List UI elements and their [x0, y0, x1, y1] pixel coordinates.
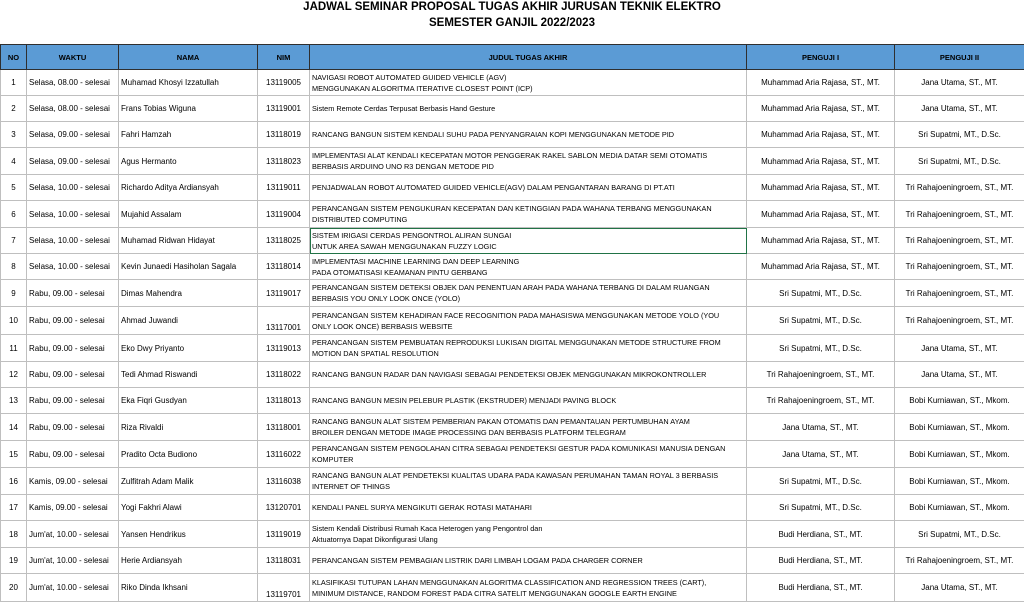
cell-penguji-2[interactable]: Bobi Kurniawan, ST., Mkom.: [895, 388, 1024, 414]
cell-nim[interactable]: 13118001: [258, 414, 310, 441]
cell-judul[interactable]: [310, 70, 747, 96]
cell-nim[interactable]: 13119013: [258, 335, 310, 362]
judul-line-2: KOMPUTER: [312, 454, 744, 465]
cell-no[interactable]: 2: [1, 96, 27, 122]
cell-no[interactable]: 18: [1, 521, 27, 548]
cell-nim[interactable]: 13116038: [258, 468, 310, 495]
cell-nim[interactable]: 13118031: [258, 548, 310, 574]
cell-penguji-2[interactable]: Tri Rahajoeningroem, ST., MT.: [895, 307, 1024, 335]
cell-nama[interactable]: Riko Dinda Ikhsani: [119, 574, 258, 602]
cell-penguji-1[interactable]: Sri Supatmi, MT., D.Sc.: [747, 307, 895, 335]
cell-nama[interactable]: Pradito Octa Budiono: [119, 441, 258, 468]
table-row: [1, 148, 1024, 175]
cell-judul[interactable]: [310, 468, 747, 495]
judul-line-2: UNTUK AREA SAWAH MENGGUNAKAN FUZZY LOGIC: [312, 241, 744, 252]
judul-line-1: RANCANG BANGUN SISTEM KENDALI SUHU PADA PENYANGRAIAN KOPI MENGGUNAKAN METODE PID: [312, 129, 744, 140]
judul-line-1: RANCANG BANGUN RADAR DAN NAVIGASI SEBAGAI PENDETEKSI OBJEK MENGGUNAKAN MIKROKONTROLLER: [312, 369, 744, 380]
cell-penguji-2[interactable]: Bobi Kurniawan, ST., Mkom.: [895, 495, 1024, 521]
judul-line-1: Sistem Remote Cerdas Terpusat Berbasis Hand Gesture: [312, 103, 744, 114]
judul-line-1: PENJADWALAN ROBOT AUTOMATED GUIDED VEHICLE(AGV) DALAM PENGANTARAN BARANG DI PT.ATI: [312, 182, 744, 193]
cell-nama[interactable]: Zulfitrah Adam Malik: [119, 468, 258, 495]
cell-penguji-1[interactable]: Jana Utama, ST., MT.: [747, 441, 895, 468]
table-row: [1, 441, 1024, 468]
cell-waktu[interactable]: Rabu, 09.00 - selesai: [27, 362, 119, 388]
cell-no[interactable]: 7: [1, 228, 27, 254]
cell-nama[interactable]: Frans Tobias Wiguna: [119, 96, 258, 122]
cell-nama[interactable]: Dimas Mahendra: [119, 280, 258, 307]
cell-waktu[interactable]: Rabu, 09.00 - selesai: [27, 414, 119, 441]
cell-nim[interactable]: 13118023: [258, 148, 310, 175]
cell-nama[interactable]: Riza Rivaldi: [119, 414, 258, 441]
cell-nim[interactable]: 13120701: [258, 495, 310, 521]
cell-nama[interactable]: Muhamad Khosyi Izzatullah: [119, 70, 258, 96]
judul-line-1: NAVIGASI ROBOT AUTOMATED GUIDED VEHICLE (AGV): [312, 72, 744, 83]
cell-penguji-2[interactable]: Bobi Kurniawan, ST., Mkom.: [895, 414, 1024, 441]
table-row: [1, 362, 1024, 388]
cell-penguji-2[interactable]: Tri Rahajoeningroem, ST., MT.: [895, 201, 1024, 228]
cell-nim[interactable]: 13117001: [258, 307, 310, 335]
table-row: [1, 175, 1024, 201]
cell-judul[interactable]: [310, 228, 747, 254]
table-row: [1, 468, 1024, 495]
table-row: [1, 414, 1024, 441]
header-no[interactable]: NO: [1, 45, 27, 70]
cell-waktu[interactable]: Kamis, 09.00 - selesai: [27, 468, 119, 495]
cell-waktu[interactable]: Selasa, 09.00 - selesai: [27, 148, 119, 175]
cell-judul[interactable]: [310, 548, 747, 574]
table-row: [1, 388, 1024, 414]
cell-penguji-1[interactable]: Muhammad Aria Rajasa, ST., MT.: [747, 254, 895, 280]
cell-nama[interactable]: Kevin Junaedi Hasiholan Sagala: [119, 254, 258, 280]
cell-no[interactable]: 19: [1, 548, 27, 574]
cell-no[interactable]: 11: [1, 335, 27, 362]
cell-judul[interactable]: [310, 574, 747, 602]
cell-waktu[interactable]: Kamis, 09.00 - selesai: [27, 495, 119, 521]
schedule-table: [0, 44, 1024, 602]
cell-penguji-2[interactable]: Tri Rahajoeningroem, ST., MT.: [895, 280, 1024, 307]
cell-no[interactable]: 9: [1, 280, 27, 307]
cell-no[interactable]: 14: [1, 414, 27, 441]
cell-waktu[interactable]: Selasa, 10.00 - selesai: [27, 228, 119, 254]
cell-penguji-1[interactable]: Muhammad Aria Rajasa, ST., MT.: [747, 96, 895, 122]
cell-penguji-2[interactable]: Tri Rahajoeningroem, ST., MT.: [895, 254, 1024, 280]
cell-penguji-1[interactable]: Muhammad Aria Rajasa, ST., MT.: [747, 175, 895, 201]
judul-line-2: ONLY LOOK ONCE) BERBASIS WEBSITE: [312, 321, 744, 332]
cell-nama[interactable]: Ahmad Juwandi: [119, 307, 258, 335]
table-row: [1, 521, 1024, 548]
cell-no[interactable]: 8: [1, 254, 27, 280]
judul-line-1: PERANCANGAN SISTEM PEMBUATAN REPRODUKSI LUKISAN DIGITAL MENGGUNAKAN METODE STRUCTURE FROM: [312, 337, 744, 348]
cell-penguji-1[interactable]: Muhammad Aria Rajasa, ST., MT.: [747, 70, 895, 96]
cell-no[interactable]: 20: [1, 574, 27, 602]
cell-waktu[interactable]: Rabu, 09.00 - selesai: [27, 307, 119, 335]
cell-waktu[interactable]: Rabu, 09.00 - selesai: [27, 388, 119, 414]
cell-judul[interactable]: [310, 280, 747, 307]
cell-nama[interactable]: Eka Fiqri Gusdyan: [119, 388, 258, 414]
judul-line-2: DISTRIBUTED COMPUTING: [312, 214, 744, 225]
cell-no[interactable]: 3: [1, 122, 27, 148]
judul-line-2: INTERNET OF THINGS: [312, 481, 744, 492]
cell-penguji-1[interactable]: Muhammad Aria Rajasa, ST., MT.: [747, 122, 895, 148]
cell-penguji-1[interactable]: Sri Supatmi, MT., D.Sc.: [747, 495, 895, 521]
cell-penguji-1[interactable]: Sri Supatmi, MT., D.Sc.: [747, 468, 895, 495]
cell-judul[interactable]: [310, 122, 747, 148]
cell-waktu[interactable]: Selasa, 10.00 - selesai: [27, 254, 119, 280]
cell-penguji-2[interactable]: Tri Rahajoeningroem, ST., MT.: [895, 548, 1024, 574]
cell-penguji-2[interactable]: Sri Supatmi, MT., D.Sc.: [895, 148, 1024, 175]
cell-penguji-2[interactable]: Tri Rahajoeningroem, ST., MT.: [895, 228, 1024, 254]
cell-judul[interactable]: [310, 362, 747, 388]
table-row: [1, 254, 1024, 280]
header-penguji-2[interactable]: PENGUJI II: [895, 45, 1024, 70]
judul-line-1: PERANCANGAN SISTEM PEMBAGIAN LISTRIK DARI LIMBAH LOGAM PADA CHARGER CORNER: [312, 555, 744, 566]
cell-penguji-2[interactable]: Bobi Kurniawan, ST., Mkom.: [895, 441, 1024, 468]
cell-nim[interactable]: 13119004: [258, 201, 310, 228]
cell-judul[interactable]: [310, 307, 747, 335]
cell-penguji-2[interactable]: Sri Supatmi, MT., D.Sc.: [895, 521, 1024, 548]
cell-judul[interactable]: [310, 414, 747, 441]
cell-no[interactable]: 10: [1, 307, 27, 335]
cell-no[interactable]: 17: [1, 495, 27, 521]
judul-line-1: Sistem Kendali Distribusi Rumah Kaca Heterogen yang Pengontrol dan: [312, 523, 744, 534]
judul-line-1: KENDALI PANEL SURYA MENGIKUTI GERAK ROTASI MATAHARI: [312, 502, 744, 513]
header-nama[interactable]: NAMA: [119, 45, 258, 70]
cell-no[interactable]: 1: [1, 70, 27, 96]
cell-waktu[interactable]: Jum'at, 10.00 - selesai: [27, 548, 119, 574]
cell-nim[interactable]: 13118025: [258, 228, 310, 254]
cell-penguji-1[interactable]: Muhammad Aria Rajasa, ST., MT.: [747, 228, 895, 254]
cell-judul[interactable]: [310, 96, 747, 122]
cell-judul[interactable]: [310, 335, 747, 362]
cell-no[interactable]: 16: [1, 468, 27, 495]
cell-nim[interactable]: 13119001: [258, 96, 310, 122]
cell-penguji-2[interactable]: Jana Utama, ST., MT.: [895, 96, 1024, 122]
header-row: [1, 45, 1024, 70]
cell-no[interactable]: 4: [1, 148, 27, 175]
cell-judul[interactable]: [310, 148, 747, 175]
cell-nama[interactable]: Fahri Hamzah: [119, 122, 258, 148]
cell-nim[interactable]: 13119017: [258, 280, 310, 307]
judul-line-1: SISTEM IRIGASI CERDAS PENGONTROL ALIRAN SUNGAI: [312, 230, 744, 241]
cell-judul[interactable]: [310, 495, 747, 521]
cell-penguji-2[interactable]: Jana Utama, ST., MT.: [895, 335, 1024, 362]
cell-waktu[interactable]: Jum'at, 10.00 - selesai: [27, 574, 119, 602]
cell-nama[interactable]: Eko Dwy Priyanto: [119, 335, 258, 362]
table-row: [1, 228, 1024, 254]
judul-line-1: KLASIFIKASI TUTUPAN LAHAN MENGGUNAKAN ALGORITMA CLASSIFICATION AND REGRESSION TREES (CART),: [312, 577, 744, 588]
cell-penguji-1[interactable]: Tri Rahajoeningroem, ST., MT.: [747, 362, 895, 388]
document-title: JADWAL SEMINAR PROPOSAL TUGAS AKHIR JURUSAN TEKNIK ELEKTRO: [0, 0, 1024, 16]
cell-nim[interactable]: 13119701: [258, 574, 310, 602]
cell-penguji-2[interactable]: Jana Utama, ST., MT.: [895, 362, 1024, 388]
cell-penguji-1[interactable]: Tri Rahajoeningroem, ST., MT.: [747, 388, 895, 414]
header-nim[interactable]: NIM: [258, 45, 310, 70]
cell-nama[interactable]: Agus Hermanto: [119, 148, 258, 175]
judul-line-1: RANCANG BANGUN ALAT PENDETEKSI KUALITAS UDARA PADA KAWASAN PERUMAHAN TAMAN ROYAL 3 BERBASIS: [312, 470, 744, 481]
cell-nama[interactable]: Tedi Ahmad Riswandi: [119, 362, 258, 388]
judul-line-2: PADA OTOMATISASI KEAMANAN PINTU GERBANG: [312, 267, 744, 278]
cell-no[interactable]: 6: [1, 201, 27, 228]
judul-line-1: PERANCANGAN SISTEM DETEKSI OBJEK DAN PENENTUAN ARAH PADA WAHANA TERBANG DI DALAM RUANGAN: [312, 282, 744, 293]
cell-penguji-2[interactable]: Tri Rahajoeningroem, ST., MT.: [895, 175, 1024, 201]
judul-line-2: MOTION DAN SPATIAL RESOLUTION: [312, 348, 744, 359]
cell-penguji-1[interactable]: Sri Supatmi, MT., D.Sc.: [747, 280, 895, 307]
cell-nim[interactable]: 13119019: [258, 521, 310, 548]
cell-waktu[interactable]: Selasa, 08.00 - selesai: [27, 96, 119, 122]
judul-line-1: RANCANG BANGUN ALAT SISTEM PEMBERIAN PAKAN OTOMATIS DAN PEMANTAUAN PERTUMBUHAN AYAM: [312, 416, 744, 427]
cell-judul[interactable]: [310, 441, 747, 468]
cell-penguji-1[interactable]: Budi Herdiana, ST., MT.: [747, 574, 895, 602]
cell-penguji-2[interactable]: Jana Utama, ST., MT.: [895, 574, 1024, 602]
cell-nim[interactable]: 13118019: [258, 122, 310, 148]
cell-penguji-1[interactable]: Budi Herdiana, ST., MT.: [747, 548, 895, 574]
cell-waktu[interactable]: Selasa, 09.00 - selesai: [27, 122, 119, 148]
judul-line-1: RANCANG BANGUN MESIN PELEBUR PLASTIK (EKSTRUDER) MENJADI PAVING BLOCK: [312, 395, 744, 406]
cell-nim[interactable]: 13118013: [258, 388, 310, 414]
cell-nim[interactable]: 13119011: [258, 175, 310, 201]
table-row: [1, 201, 1024, 228]
judul-line-2: BERBASIS ARDUINO UNO R3 DENGAN METODE PID: [312, 161, 744, 172]
document-subtitle: SEMESTER GANJIL 2022/2023: [0, 16, 1024, 32]
table-row: [1, 495, 1024, 521]
cell-penguji-1[interactable]: Jana Utama, ST., MT.: [747, 414, 895, 441]
cell-judul[interactable]: [310, 521, 747, 548]
judul-line-2: Aktuatornya Dapat Dikonfigurasi Ulang: [312, 534, 744, 545]
cell-penguji-1[interactable]: Budi Herdiana, ST., MT.: [747, 521, 895, 548]
cell-nama[interactable]: Mujahid Assalam: [119, 201, 258, 228]
judul-line-2: MINIMUM DISTANCE, RANDOM FOREST PADA CITRA SATELIT MENGGUNAKAN GOOGLE EARTH ENGINE: [312, 588, 744, 599]
table-row: [1, 70, 1024, 96]
cell-no[interactable]: 5: [1, 175, 27, 201]
cell-penguji-2[interactable]: Sri Supatmi, MT., D.Sc.: [895, 122, 1024, 148]
cell-penguji-1[interactable]: Muhammad Aria Rajasa, ST., MT.: [747, 201, 895, 228]
cell-no[interactable]: 13: [1, 388, 27, 414]
cell-judul[interactable]: [310, 201, 747, 228]
judul-line-1: IMPLEMENTASI ALAT KENDALI KECEPATAN MOTOR PENGGERAK RAKEL SABLON MEDIA DATAR SEMI OTOMATIS: [312, 150, 744, 161]
cell-waktu[interactable]: Selasa, 10.00 - selesai: [27, 201, 119, 228]
cell-waktu[interactable]: Rabu, 09.00 - selesai: [27, 335, 119, 362]
cell-nama[interactable]: Yansen Hendrikus: [119, 521, 258, 548]
judul-line-1: PERANCANGAN SISTEM KEHADIRAN FACE RECOGNITION PADA MAHASISWA MENGGUNAKAN METODE YOLO (YOU: [312, 310, 744, 321]
cell-waktu[interactable]: Selasa, 10.00 - selesai: [27, 175, 119, 201]
table-row: [1, 96, 1024, 122]
cell-judul[interactable]: [310, 175, 747, 201]
cell-nim[interactable]: 13116022: [258, 441, 310, 468]
cell-penguji-1[interactable]: Sri Supatmi, MT., D.Sc.: [747, 335, 895, 362]
table-row: [1, 280, 1024, 307]
cell-nama[interactable]: Muhamad Ridwan Hidayat: [119, 228, 258, 254]
cell-no[interactable]: 12: [1, 362, 27, 388]
judul-line-2: BERBASIS YOU ONLY LOOK ONCE (YOLO): [312, 293, 744, 304]
judul-line-1: PERANCANGAN SISTEM PENGOLAHAN CITRA SEBAGAI PENDETEKSI GESTUR PADA KOMUNIKASI MANUSIA DENGAN: [312, 443, 744, 454]
header-waktu[interactable]: WAKTU: [27, 45, 119, 70]
cell-penguji-1[interactable]: Muhammad Aria Rajasa, ST., MT.: [747, 148, 895, 175]
cell-waktu[interactable]: Selasa, 08.00 - selesai: [27, 70, 119, 96]
table-row: [1, 574, 1024, 602]
cell-judul[interactable]: [310, 254, 747, 280]
table-row: [1, 548, 1024, 574]
judul-line-1: PERANCANGAN SISTEM PENGUKURAN KECEPATAN DAN KETINGGIAN PADA WAHANA TERBANG MENGGUNAKAN: [312, 203, 744, 214]
judul-line-2: MENGGUNAKAN ALGORITMA ITERATIVE CLOSEST POINT (ICP): [312, 83, 744, 94]
table-row: [1, 122, 1024, 148]
header-judul[interactable]: JUDUL TUGAS AKHIR: [310, 45, 747, 70]
judul-line-1: IMPLEMENTASI MACHINE LEARNING DAN DEEP LEARNING: [312, 256, 744, 267]
cell-judul[interactable]: [310, 388, 747, 414]
cell-penguji-2[interactable]: Jana Utama, ST., MT.: [895, 70, 1024, 96]
judul-line-2: BROILER DENGAN METODE IMAGE PROCESSING DAN BERBASIS PLATFORM TELEGRAM: [312, 427, 744, 438]
cell-nim[interactable]: 13119005: [258, 70, 310, 96]
cell-nama[interactable]: Richardo Aditya Ardiansyah: [119, 175, 258, 201]
cell-waktu[interactable]: Jum'at, 10.00 - selesai: [27, 521, 119, 548]
cell-penguji-2[interactable]: Bobi Kurniawan, ST., Mkom.: [895, 468, 1024, 495]
cell-nim[interactable]: 13118022: [258, 362, 310, 388]
cell-waktu[interactable]: Rabu, 09.00 - selesai: [27, 280, 119, 307]
cell-nama[interactable]: Herie Ardiansyah: [119, 548, 258, 574]
table-row: [1, 307, 1024, 335]
table-row: [1, 335, 1024, 362]
header-penguji-1[interactable]: PENGUJI I: [747, 45, 895, 70]
cell-nim[interactable]: 13118014: [258, 254, 310, 280]
cell-waktu[interactable]: Rabu, 09.00 - selesai: [27, 441, 119, 468]
cell-nama[interactable]: Yogi Fakhri Alawi: [119, 495, 258, 521]
cell-no[interactable]: 15: [1, 441, 27, 468]
